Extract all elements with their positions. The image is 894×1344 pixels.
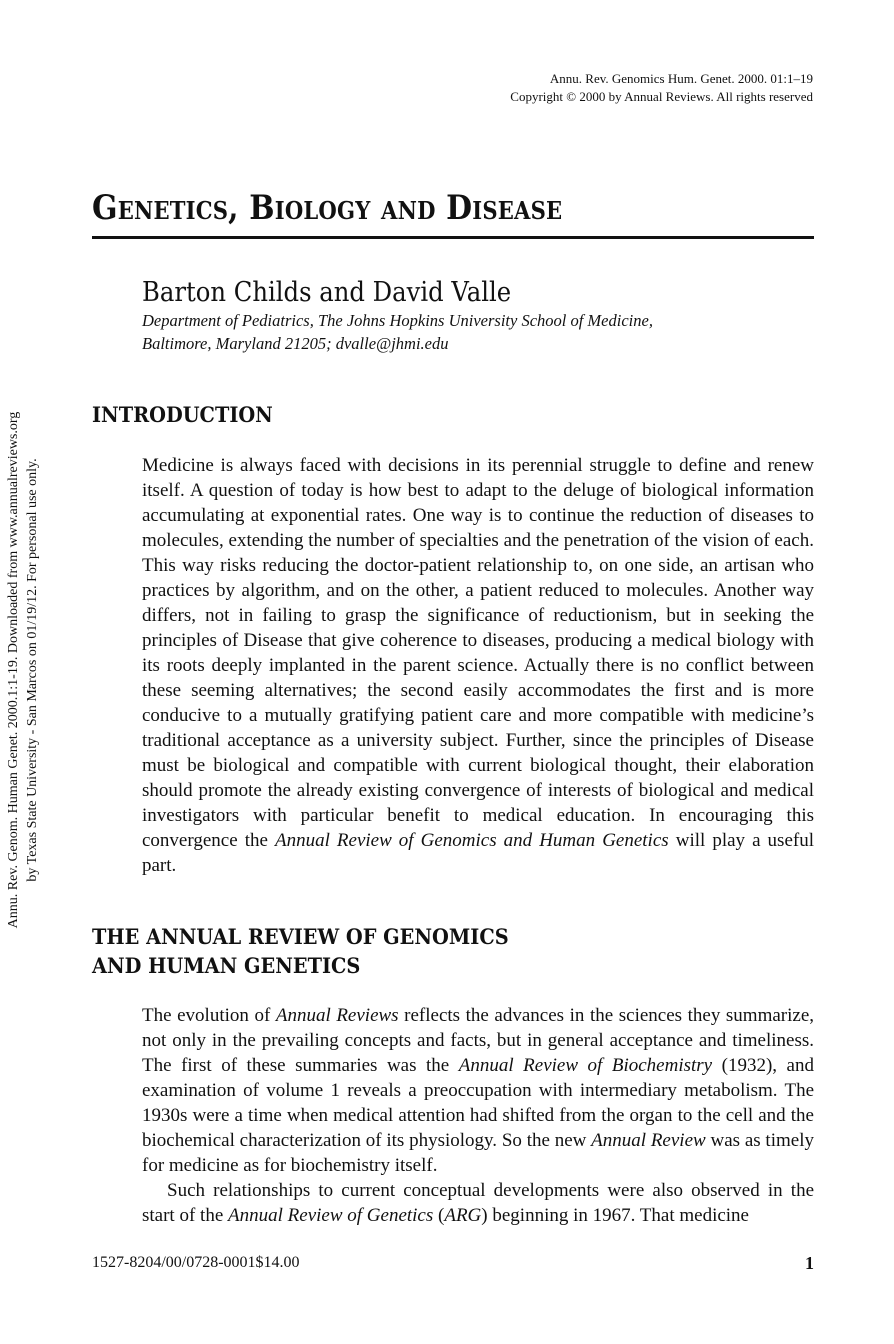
article-title: Genetics, Biology and Disease — [92, 188, 563, 228]
page-number: 1 — [805, 1253, 814, 1273]
running-head — [510, 70, 813, 106]
download-side-note — [4, 360, 42, 980]
annual-review-paragraphs — [142, 1003, 814, 1228]
affiliation — [142, 309, 653, 355]
italic-annual-review: Annual Review — [591, 1130, 706, 1151]
affiliation-line-2: Baltimore, Maryland 21205; dvalle@jhmi.edu — [142, 334, 449, 353]
title-rule — [92, 236, 814, 239]
introduction-paragraph — [142, 453, 814, 878]
italic-arg: ARG — [444, 1205, 482, 1226]
affiliation-line-1: Department of Pediatrics, The Johns Hopkins University School of Medicine, — [142, 311, 653, 330]
authors: Barton Childs and David Valle — [142, 277, 512, 308]
journal-citation: Annu. Rev. Genomics Hum. Genet. 2000. 01:1–19 — [549, 71, 813, 86]
intro-text: Medicine is always faced with decisions in its perennial struggle to define and renew itself. A question of today is how best to adapt to the deluge of biological information accumulating at exponential rates. One way is to continue the reduction of diseases to molecules, extending the number of specialties and the penetration of the vision of each. This way risks reducing the doctor-patient relationship to, on one side, an artisan who practices by algorithm, and on the other, a patient reduced to molecules. Another way differs, not in failing to grasp the significance of reductionism, but in seeking the principles of Disease that give coherence to diseases, producing a medical biology with its roots deeply implanted in the parent science. Actually there is no conflict between these seeming alternatives; the second easily accommodates the first and is more conducive to a mutually gratifying patient care and more compatible with medicine’s traditional acceptance as a university subject. Further, since the principles of Disease must be biological and compatible with current biological thought, their elaboration should promote the already existing convergence of interests of biological and medical investigators with particular benefit to medical education. In encouraging this convergence the — [142, 455, 814, 851]
footer-code: 1527-8204/00/0728-0001$14.00 — [92, 1254, 300, 1271]
section-heading-annual-review — [92, 922, 509, 980]
italic-genetics: Annual Review of Genetics — [228, 1205, 434, 1226]
heading-line-2: AND HUMAN GENETICS — [92, 953, 361, 978]
side-note-line-2: by Texas State University - San Marcos on 01/19/12. For personal use only. — [25, 458, 40, 882]
copyright-notice: Copyright © 2000 by Annual Reviews. All rights reserved — [510, 89, 813, 104]
heading-line-1: THE ANNUAL REVIEW OF GENOMICS — [92, 924, 509, 949]
intro-journal-name: Annual Review of Genomics and Human Genetics — [274, 830, 669, 851]
italic-biochemistry: Annual Review of Biochemistry — [458, 1055, 713, 1076]
italic-annual-reviews: Annual Reviews — [275, 1005, 399, 1026]
side-note-line-1: Annu. Rev. Genom. Human Genet. 2000.1:1-19. Downloaded from www.annualreviews.org — [6, 411, 21, 929]
section-heading-introduction: INTRODUCTION — [92, 402, 273, 427]
intro-tail: will play a useful part. — [142, 830, 814, 876]
paragraph-1: The evolution of Annual Reviews reflects the advances in the sciences they summarize, not only in the prevailing concepts and facts, but in general acceptance and timeliness. The first of these summaries was the Annual Review of Biochemistry (1932), and examination of volume 1 reveals a preoccupation with intermediary metabolism. The 1930s were a time when medical attention had shifted from the organ to the cell and the biochemical characterization of its physiology. So the new Annual Review was as timely for medicine as for biochemistry itself. — [142, 1005, 815, 1176]
paragraph-2: Such relationships to current conceptual developments were also observed in the start of the Annual Review of Genetics (ARG) beginning in 1967. That medicine — [142, 1180, 814, 1226]
